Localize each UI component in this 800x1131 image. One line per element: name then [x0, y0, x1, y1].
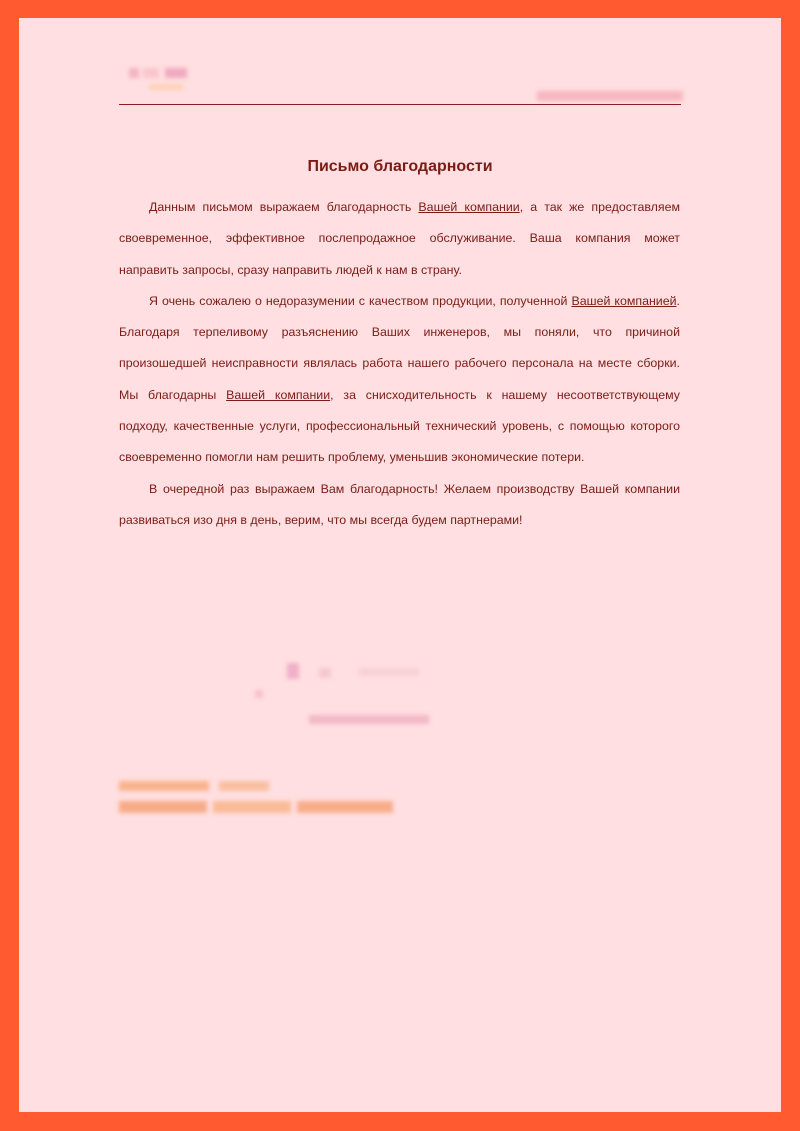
redacted-header-info	[537, 91, 683, 101]
letter-title: Письмо благодарности	[307, 158, 493, 175]
paragraph-1-text-a: Данным письмом выражаем благодарность	[149, 200, 419, 214]
company-link[interactable]: Вашей компании	[226, 387, 331, 402]
paragraph-2	[119, 286, 680, 474]
paragraph-2-text-c: , за снисходительность к нашему несоответствующему подходу, качественные услуги, профессиональный технический уровень, с помощью которого своевременно помогли нам решить проблему, уменьшив экономические потери.	[119, 387, 680, 465]
header-divider	[119, 104, 681, 105]
company-link[interactable]: Вашей компании	[418, 200, 520, 214]
paragraph-3: В очередной раз выражаем Вам благодарность! Желаем производству Вашей компании развиваться изо дня в день, верим, что мы всегда будем партнерами!	[119, 481, 680, 527]
paragraph-2-text-a: Я очень сожалею о недоразумении с качеством продукции, полученной	[149, 293, 572, 308]
letter-body	[119, 192, 680, 536]
paragraph-1	[119, 192, 680, 286]
paragraph-2-text-b: . Благодаря терпеливому разъяснению Ваших инженеров, мы поняли, что причиной произошедшей неисправности являлась работа нашего рабочего персонала на месте сборки. Мы благодарны	[119, 293, 680, 402]
paragraph-1-text-b: , а так же предоставляем своевременное, эффективное послепродажное обслуживание. Ваша компания может направить запросы, сразу направить людей к нам в страну.	[119, 200, 681, 277]
company-link[interactable]: Вашей компанией	[571, 293, 677, 308]
letter-page	[19, 18, 781, 1112]
